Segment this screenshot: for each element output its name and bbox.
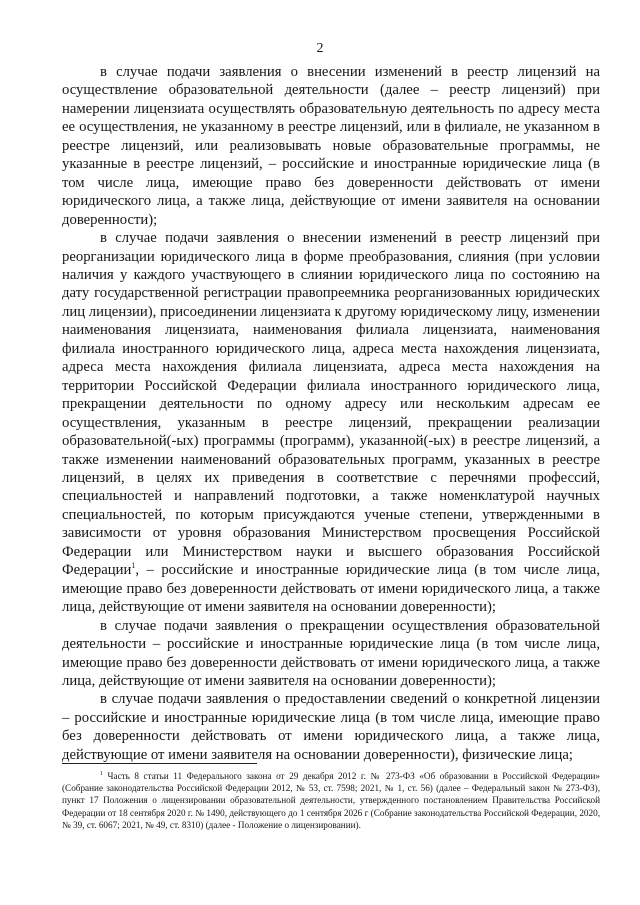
footnote-text: Часть 8 статьи 11 Федерального закона от 29 декабря 2012 г. № 273-ФЗ «Об образовании в Российской Федерации» (Собрание законодательства Российской Федерации 2012, № 53, ст. 7598; 2021, № 1, ст. 56) (далее – Федеральный закон № 273-ФЗ), пункт 17 Положения о лицензировании образовательной деятельности, утвержденного постановлением Правительства Российской Федерации от 18 сентября 2020 г. № 1490, действующего до 1 сентября 2026 г (Собрание законодательства Российской Федерации, 2020, № 39, ст. 6067; 2021, № 49, ст. 8310) (далее - Положение о лицензировании). — [62, 771, 600, 830]
paragraph-licensing-new-address: в случае подачи заявления о внесении изменений в реестр лицензий на осуществление образовательной деятельности (далее – реестр лицензий) при намерении лицензиата осуществлять образовательную деятельность по адресу места ее осуществления, не указанному в реестре лицензий, или в филиале, не указанном в реестре лицензий, или реализовывать новые образовательные программы, не указанные в реестре лицензий, – российские и иностранные юридические лица (в том числе лица, имеющие право без доверенности действовать от имени юридического лица, а также лица, действующие от имени заявителя на основании доверенности); — [62, 64, 600, 228]
page-number: 2 — [316, 41, 324, 56]
paragraph-reorganization-tail: , – российские и иностранные юридические лица (в том числе лица, имеющие право без доверенности действовать от имени юридического лица, а также лица, действующие от имени заявителя на основании доверенности); — [62, 562, 600, 616]
paragraph-termination: в случае подачи заявления о прекращении осуществления образовательной деятельности – российские и иностранные юридические лица (в том числе лица, имеющие право без доверенности действовать от имени юридического лица, а также лица, действующие от имени заявителя на основании доверенности); — [62, 617, 600, 689]
footnote-marker: 1 — [100, 770, 103, 777]
document-body — [62, 63, 600, 764]
paragraph-reorganization — [62, 229, 600, 617]
footnote — [62, 770, 600, 831]
footnote-divider — [62, 763, 257, 764]
paragraph-license-info: в случае подачи заявления о предоставлении сведений о конкретной лицензии – российские и иностранные юридические лица (в том числе лица, имеющие право без доверенности действовать от имени юридического лица, а также лица, действующие от имени заявителя на основании доверенности), физические лица; — [62, 691, 600, 763]
footnote-reference: 1 — [131, 561, 136, 571]
paragraph-reorganization-text: в случае подачи заявления о внесении изменений в реестр лицензий при реорганизации юридического лица в форме преобразования, слияния (при условии наличия у каждого участвующего в слиянии юридического лица по состоянию на дату государственной регистрации правопреемника реорганизованных юридических лиц лицензии), присоединении лицензиата к другому юридическому лицу, изменении наименования лицензиата, наименования филиала лицензиата, наименования филиала иностранного юридического лица, адреса места нахождения лицензиата, адреса места нахождения филиала лицензиата, адреса места нахождения на территории Российской Федерации филиала иностранного юридического лица, прекращении деятельности по одному адресу или нескольким адресам ее осуществления, указанным в реестре лицензий, прекращении реализации образовательной(-ых) программы (программ), указанной(-ых) в реестре лицензий, а также изменении наименований образовательных программ, указанных в реестре лицензий, в целях их приведения в соответствие с перечнями профессий, специальностей и направлений подготовки, а также номенклатурой научных специальностей, по которым присуждаются ученые степени, утвержденными в зависимости от уровня образования Министерством просвещения Российской Федерации или Министерством науки и высшего образования Российской Федерации — [62, 230, 600, 579]
